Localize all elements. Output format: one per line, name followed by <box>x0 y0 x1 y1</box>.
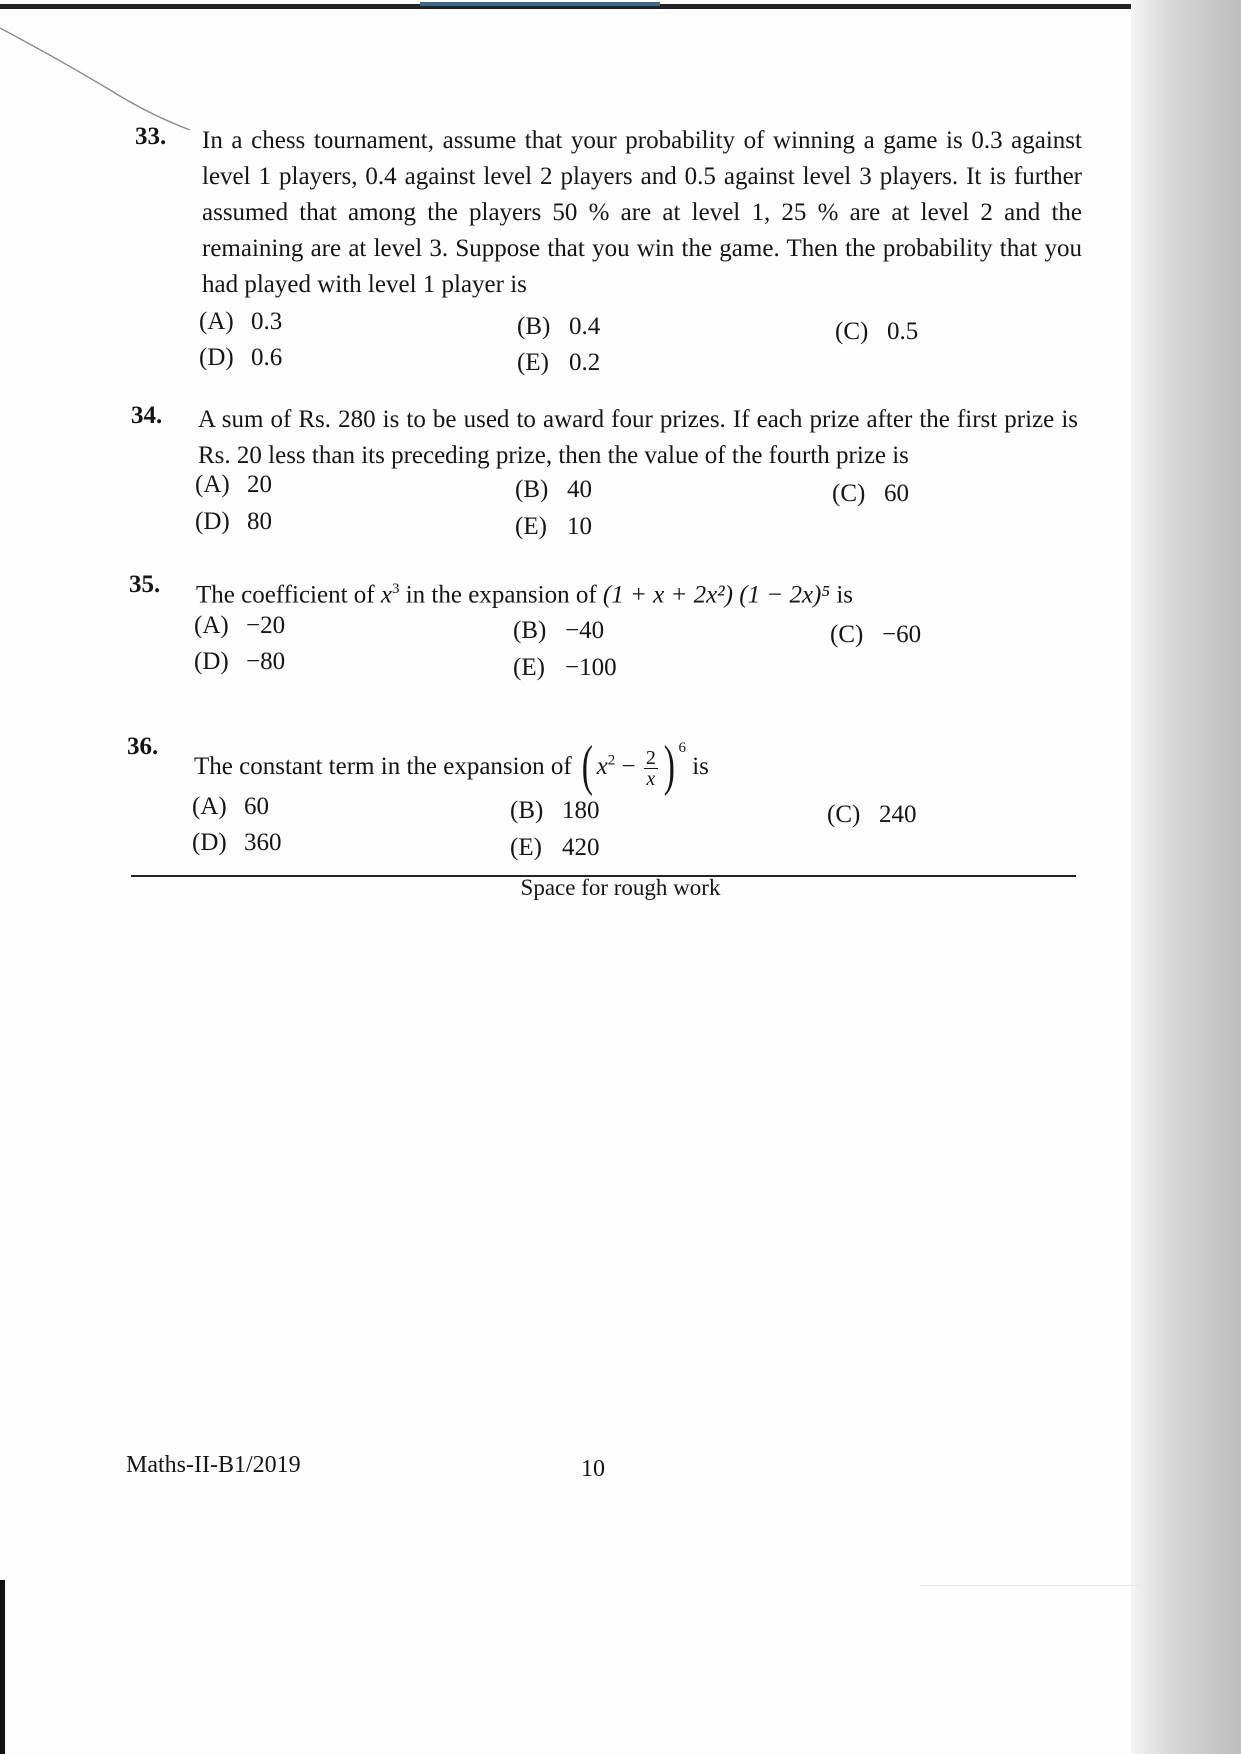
option-value: 360 <box>244 829 282 856</box>
option-label: (E) <box>515 513 547 540</box>
option-b[interactable] <box>510 797 600 825</box>
option-value: 0.2 <box>569 349 601 376</box>
option-value: −100 <box>565 654 617 681</box>
left-paren: ( <box>581 735 593 797</box>
option-c[interactable] <box>830 621 921 649</box>
option-e[interactable] <box>517 349 600 377</box>
option-a[interactable] <box>194 612 285 640</box>
scan-edge-bar <box>0 1580 5 1754</box>
page-corner-crease <box>0 20 200 130</box>
option-value: 420 <box>562 834 600 861</box>
option-value: 40 <box>567 476 592 503</box>
outer-exponent: 6 <box>678 740 686 756</box>
option-value: −60 <box>882 621 922 648</box>
text-prefix: The coefficient of <box>196 581 375 609</box>
question-text: A sum of Rs. 280 is to be used to award four prizes. If each prize after the first prize is Rs. 20 less than its preceding prize, then the value of the fourth prize is <box>198 406 1078 469</box>
text-suffix: is <box>836 581 853 609</box>
option-value: 10 <box>567 513 592 540</box>
option-a[interactable] <box>195 471 272 499</box>
text-suffix: is <box>692 753 709 780</box>
option-b[interactable] <box>515 476 592 504</box>
paper-code: Maths-II-B1/2019 <box>126 1452 301 1478</box>
question-number: 35. <box>129 571 161 598</box>
option-label: (C) <box>827 801 861 828</box>
option-b[interactable] <box>513 617 604 645</box>
page-number: 10 <box>581 1456 605 1482</box>
option-value: 0.5 <box>887 318 919 345</box>
exponent: 3 <box>391 581 400 597</box>
question-number: 34. <box>131 402 163 429</box>
option-e[interactable] <box>510 834 600 862</box>
option-e[interactable] <box>515 513 592 541</box>
question-number: 36. <box>127 733 159 760</box>
option-label: (E) <box>510 834 542 861</box>
option-c[interactable] <box>827 801 917 829</box>
option-c[interactable] <box>835 318 918 346</box>
option-label: (A) <box>195 471 230 498</box>
fraction-numerator: 2 <box>645 746 656 769</box>
minus-sign: − <box>621 753 636 780</box>
question-text <box>194 730 1074 797</box>
option-value: 60 <box>244 793 269 820</box>
base-exponent: 2 <box>607 752 616 769</box>
option-label: (D) <box>199 344 234 371</box>
text-prefix: The constant term in the expansion of <box>194 753 572 780</box>
option-value: 0.6 <box>251 344 283 371</box>
option-value: −40 <box>565 617 605 644</box>
option-value: 180 <box>562 797 600 824</box>
option-label: (B) <box>517 313 551 340</box>
option-d[interactable] <box>194 648 285 676</box>
fraction-denominator: x <box>646 767 656 790</box>
option-value: −20 <box>246 612 286 639</box>
question-text <box>196 571 1076 613</box>
option-label: (A) <box>199 308 234 335</box>
option-label: (D) <box>192 829 227 856</box>
option-label: (B) <box>515 476 549 503</box>
rough-work-label: Space for rough work <box>520 875 721 900</box>
right-paren: ) <box>663 735 675 797</box>
question-number: 33. <box>135 123 167 150</box>
option-value: 0.4 <box>569 313 601 340</box>
option-label: (B) <box>510 797 544 824</box>
option-a[interactable] <box>192 793 269 821</box>
option-label: (D) <box>194 648 229 675</box>
option-value: 60 <box>884 480 909 507</box>
option-label: (A) <box>194 612 229 639</box>
option-d[interactable] <box>192 829 282 857</box>
option-a[interactable] <box>199 308 282 336</box>
option-c[interactable] <box>832 480 909 508</box>
option-value: 80 <box>247 508 272 535</box>
option-label: (C) <box>832 480 866 507</box>
option-b[interactable] <box>517 313 600 341</box>
option-label: (D) <box>195 508 230 535</box>
base-variable: x <box>596 753 608 780</box>
scan-line <box>920 1585 1140 1586</box>
option-label: (C) <box>830 621 864 648</box>
text-mid: in the expansion of <box>405 581 597 609</box>
option-label: (C) <box>835 318 869 345</box>
option-d[interactable] <box>199 344 282 372</box>
option-value: −80 <box>246 648 286 675</box>
math-expression: (1 + x + 2x²) (1 − 2x)⁵ <box>602 581 831 609</box>
option-label: (A) <box>192 793 227 820</box>
option-value: 240 <box>879 801 917 828</box>
option-value: 0.3 <box>251 308 283 335</box>
option-label: (B) <box>513 617 547 644</box>
option-value: 20 <box>247 471 272 498</box>
question-text: In a chess tournament, assume that your probability of winning a game is 0.3 against level 1 players, 0.4 against level 2 players and 0.5 against level 3 players. It is further assumed that among the players 50 % are at level 1, 25 % are at level 2 and the remaining are at level 3. Suppose that you win the game. Then the probability that you had played with level 1 player is <box>202 127 1082 298</box>
option-d[interactable] <box>195 508 272 536</box>
option-label: (E) <box>513 654 545 681</box>
option-e[interactable] <box>513 654 617 682</box>
top-rule-accent <box>420 2 660 6</box>
option-label: (E) <box>517 349 549 376</box>
fraction <box>644 748 658 789</box>
variable: x <box>380 581 392 609</box>
